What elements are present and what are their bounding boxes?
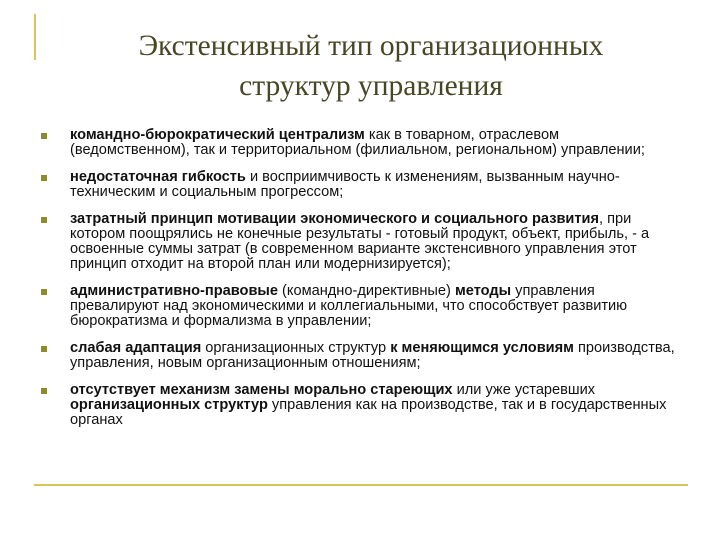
list-item-text: управления как на производстве, так и в государственных органах [70,397,667,428]
list-item-keyword: к меняющимся условиям [390,340,574,356]
list-item-keyword: затратный принцип мотивации экономического и социального развития [70,211,600,227]
feature-list [38,128,678,428]
slide-title [40,26,702,106]
slide-title-line-1: Экстенсивный тип организационных [138,30,604,62]
square-bullet-icon [41,133,47,139]
square-bullet-icon [41,175,47,181]
list-item-keyword: отсутствует механизм замены морально стареющих [70,382,453,398]
list-item-text: организационных структур [201,340,391,356]
list-item-keyword: недостаточная гибкость [70,169,246,185]
square-bullet-icon [41,289,47,295]
list-item-centralism [38,128,678,158]
square-bullet-icon [41,346,47,352]
list-item-text: или уже устаревших [452,382,596,398]
slide-title-line-2: структур управления [239,70,503,102]
list-item-text: производства, управления, новым организационным отношениям; [70,340,675,371]
footer-accent-horizontal-line [34,484,688,486]
list-item-keyword: командно-бюрократический централизм [70,127,365,143]
list-item-motivation [38,212,678,272]
list-item-keyword: методы [454,283,512,299]
list-item-text: , при котором поощрялись не конечные результаты - готовый продукт, объект, прибыль, - а освоенные суммы затрат (в современном варианте экстенсивного управления этот принцип отходит на второй план или модернизируется); [70,211,650,272]
list-item-keyword: слабая адаптация [70,340,202,356]
list-item-text: как в товарном, отраслевом (ведомственном), так и территориальном (филиальном, региональном) управлении; [70,127,645,158]
square-bullet-icon [41,388,47,394]
square-bullet-icon [41,217,47,223]
list-item-replacement [38,383,678,428]
list-item-flexibility [38,170,678,200]
list-item-adaptation [38,341,678,371]
list-item-keyword: организационных структур [70,397,268,413]
title-accent-vertical-line [34,14,36,60]
list-item-text: управления превалируют над экономическими и коллегиальными, что способствует развитию бюрократизма и формализма в управлении; [70,283,628,329]
list-item-methods [38,284,678,329]
list-item-text: и восприимчивость к изменениям, вызванным научно-техническим и социальным прогрессом; [70,169,620,200]
list-item-keyword: административно-правовые [70,283,278,299]
list-item-text: (командно-директивные) [278,283,455,299]
